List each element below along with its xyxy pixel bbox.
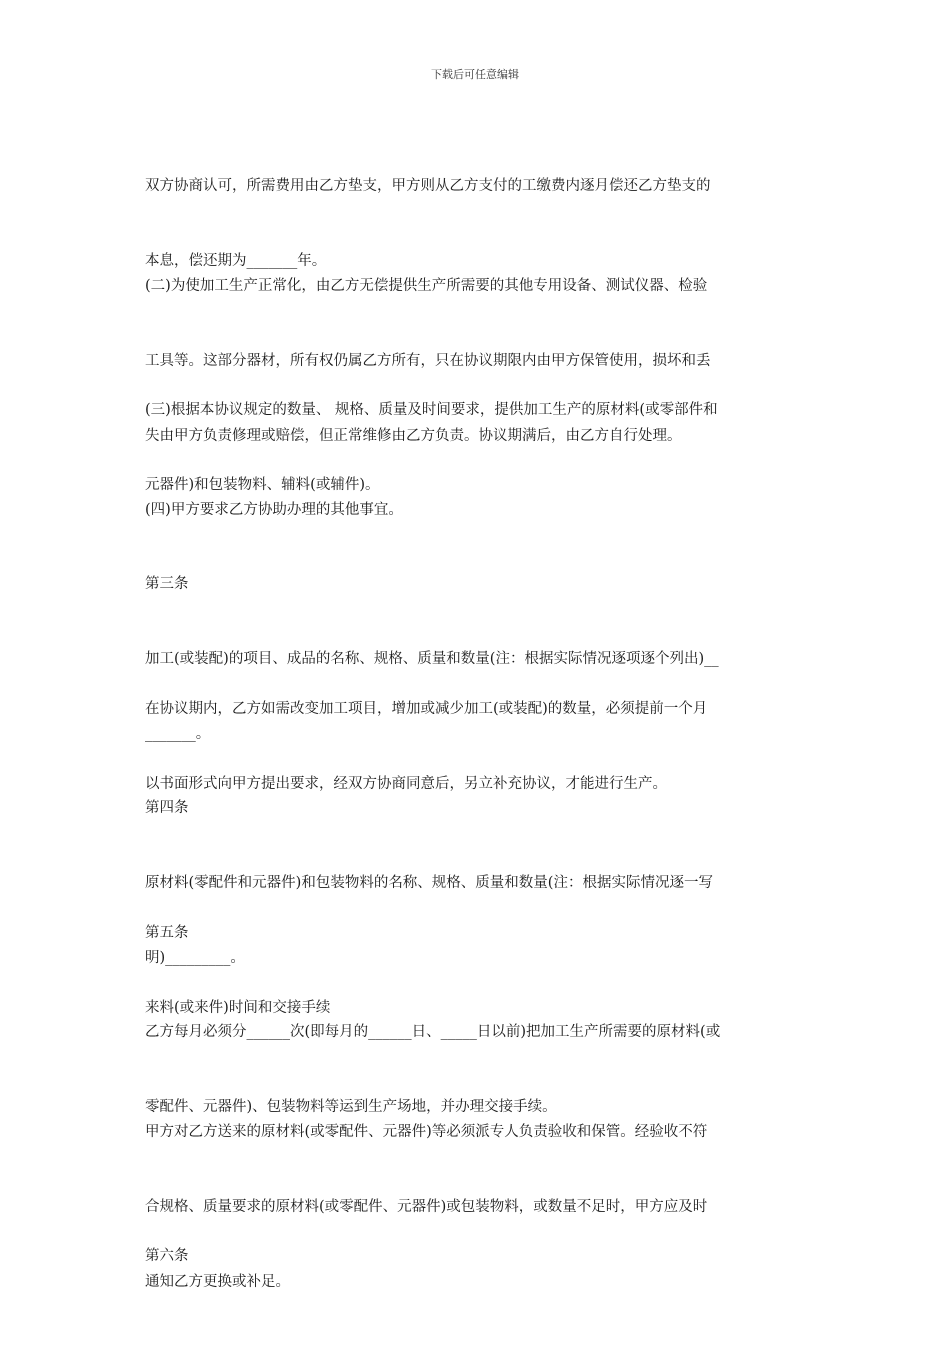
text-line: 来料(或来件)时间和交接手续 xyxy=(145,1000,331,1016)
text-line: 元器件)和包装物料、辅料(或辅件)。 xyxy=(145,477,380,493)
section-heading: 第六条 xyxy=(145,1248,189,1264)
section-heading: 第三条 xyxy=(145,576,189,592)
text-line: 乙方每月必须分______次(即每月的______日、_____日以前)把加工生产所需要的原材料(或 xyxy=(145,1024,721,1040)
text-line: 合规格、质量要求的原材料(或零配件、元器件)或包装物料，或数量不足时，甲方应及时 xyxy=(145,1199,708,1215)
text-line: 零配件、元器件)、包装物料等运到生产场地，并办理交接手续。 xyxy=(145,1099,557,1115)
text-line: 在协议期内，乙方如需改变加工项目，增加或减少加工(或装配)的数量，必须提前一个月 xyxy=(145,701,708,717)
text-line: 失由甲方负责修理或赔偿，但正常维修由乙方负责。协议期满后，由乙方自行处理。 xyxy=(145,428,682,444)
text-line: 通知乙方更换或补足。 xyxy=(145,1274,290,1290)
text-line: (二)为使加工生产正常化，由乙方无偿提供生产所需要的其他专用设备、测试仪器、检验 xyxy=(145,278,708,294)
text-line: 明)_________。 xyxy=(145,950,245,966)
page-header-note: 下载后可任意编辑 xyxy=(431,68,519,81)
text-line: (三)根据本协议规定的数量、 规格、质量及时间要求，提供加工生产的原材料(或零部件和 xyxy=(145,402,718,418)
text-line: 甲方对乙方送来的原材料(或零配件、元器件)等必须派专人负责验收和保管。经验收不符 xyxy=(145,1124,708,1140)
section-heading: 第五条 xyxy=(145,925,189,941)
text-line: 以书面形式向甲方提出要求，经双方协商同意后，另立补充协议，才能进行生产。 xyxy=(145,776,667,792)
text-line: 原材料(零配件和元器件)和包装物料的名称、规格、质量和数量(注：根据实际情况逐一写 xyxy=(145,875,713,891)
text-line: 本息，偿还期为_______年。 xyxy=(145,253,327,269)
section-article-6 xyxy=(145,1194,807,1319)
text-line: 工具等。这部分器材，所有权仍属乙方所有，只在协议期限内由甲方保管使用，损坏和丢 xyxy=(145,353,711,369)
text-line: 加工(或装配)的项目、成品的名称、规格、质量和数量(注：根据实际情况逐项逐个列出)__ xyxy=(145,651,719,667)
text-line: 双方协商认可，所需费用由乙方垫支，甲方则从乙方支付的工缴费内逐月偿还乙方垫支的 xyxy=(145,178,711,194)
text-line: _______。 xyxy=(145,726,211,742)
section-heading: 第四条 xyxy=(145,800,189,816)
text-line: (四)甲方要求乙方协助办理的其他事宜。 xyxy=(145,502,403,518)
